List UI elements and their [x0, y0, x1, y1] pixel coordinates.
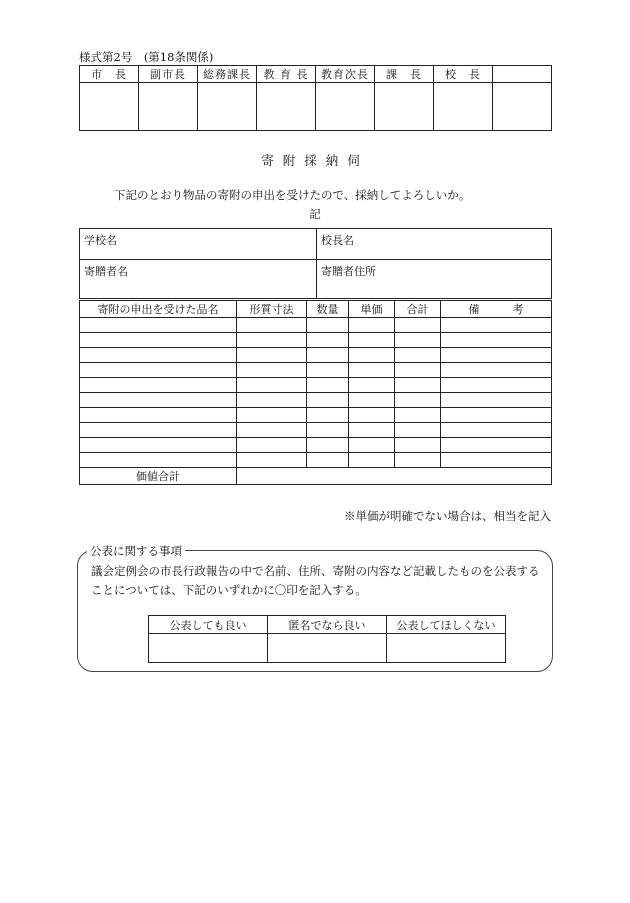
approval-role-blank [493, 66, 552, 83]
dimensions-cell[interactable] [237, 348, 307, 363]
total-cell[interactable] [395, 363, 441, 378]
table-row [80, 393, 552, 408]
items-table [79, 300, 552, 485]
table-row [80, 363, 552, 378]
quantity-cell[interactable] [307, 333, 349, 348]
remarks-cell[interactable] [441, 318, 552, 333]
quantity-cell[interactable] [307, 453, 349, 468]
approval-role-section-chief: 課 長 [375, 66, 434, 83]
donor-name-label: 寄贈者名 [84, 265, 128, 278]
column-header-dimensions: 形質寸法 [237, 301, 307, 318]
dimensions-cell[interactable] [237, 393, 307, 408]
total-cell[interactable] [395, 348, 441, 363]
stamp-box-section-chief[interactable] [375, 83, 434, 131]
dimensions-cell[interactable] [237, 453, 307, 468]
dimensions-cell[interactable] [237, 423, 307, 438]
form-number: 様式第2号 (第18条関係) [79, 50, 214, 64]
unit-price-cell[interactable] [349, 423, 395, 438]
total-cell[interactable] [395, 333, 441, 348]
item-name-cell[interactable] [80, 423, 237, 438]
approval-role-principal: 校 長 [434, 66, 493, 83]
stamp-box-mayor[interactable] [80, 83, 139, 131]
approval-role-deputy-mayor: 副市長 [139, 66, 198, 83]
stamp-box-superintendent[interactable] [257, 83, 316, 131]
approval-role-general-affairs-chief: 総務課長 [198, 66, 257, 83]
unit-price-cell[interactable] [349, 453, 395, 468]
dimensions-cell[interactable] [237, 333, 307, 348]
choice-box-publish-ok[interactable] [149, 634, 268, 663]
stamp-box-deputy-superintendent[interactable] [316, 83, 375, 131]
approval-role-deputy-superintendent: 教育次長 [316, 66, 375, 83]
item-name-cell[interactable] [80, 348, 237, 363]
table-row [80, 378, 552, 393]
item-name-cell[interactable] [80, 393, 237, 408]
column-header-remarks: 備 考 [441, 301, 552, 318]
option-anonymous-ok: 匿名でなら良い [268, 616, 387, 634]
publication-choice-table [148, 615, 506, 663]
stamp-box-deputy-mayor[interactable] [139, 83, 198, 131]
table-row [80, 348, 552, 363]
publication-title: 公表に関する事項 [87, 543, 185, 559]
item-name-cell[interactable] [80, 438, 237, 453]
quantity-cell[interactable] [307, 438, 349, 453]
total-cell[interactable] [395, 318, 441, 333]
donor-name-field[interactable] [80, 260, 317, 299]
remarks-cell[interactable] [441, 333, 552, 348]
choice-box-anonymous-ok[interactable] [268, 634, 387, 663]
dimensions-cell[interactable] [237, 318, 307, 333]
approval-stamp-table [79, 65, 552, 131]
unit-price-cell[interactable] [349, 408, 395, 423]
donor-address-label: 寄贈者住所 [321, 265, 376, 278]
quantity-cell[interactable] [307, 393, 349, 408]
document-title: 寄附採納伺 [261, 153, 369, 168]
remarks-cell[interactable] [441, 423, 552, 438]
school-name-label: 学校名 [84, 234, 117, 247]
column-header-quantity: 数量 [307, 301, 349, 318]
ki-label: 記 [309, 207, 321, 221]
dimensions-cell[interactable] [237, 438, 307, 453]
item-name-cell[interactable] [80, 408, 237, 423]
stamp-box-general-affairs-chief[interactable] [198, 83, 257, 131]
approval-role-superintendent: 教 育 長 [257, 66, 316, 83]
approval-role-mayor: 市 長 [80, 66, 139, 83]
items-body [80, 318, 552, 468]
column-header-item-name: 寄附の申出を受けた品名 [80, 301, 237, 318]
remarks-cell[interactable] [441, 408, 552, 423]
principal-name-label: 校長名 [321, 234, 354, 247]
unit-price-cell[interactable] [349, 318, 395, 333]
unit-price-cell[interactable] [349, 363, 395, 378]
item-name-cell[interactable] [80, 333, 237, 348]
unit-price-cell[interactable] [349, 438, 395, 453]
remarks-cell[interactable] [441, 363, 552, 378]
table-row [80, 453, 552, 468]
total-cell[interactable] [395, 393, 441, 408]
remarks-cell[interactable] [441, 348, 552, 363]
table-row [80, 318, 552, 333]
info-table [79, 228, 552, 299]
total-cell[interactable] [395, 378, 441, 393]
value-total-field[interactable] [237, 468, 552, 485]
dimensions-cell[interactable] [237, 408, 307, 423]
quantity-cell[interactable] [307, 378, 349, 393]
item-name-cell[interactable] [80, 453, 237, 468]
column-header-unit-price: 単価 [349, 301, 395, 318]
item-name-cell[interactable] [80, 363, 237, 378]
item-name-cell[interactable] [80, 378, 237, 393]
unit-price-cell[interactable] [349, 348, 395, 363]
table-row [80, 408, 552, 423]
remarks-cell[interactable] [441, 438, 552, 453]
quantity-cell[interactable] [307, 348, 349, 363]
table-row [80, 438, 552, 453]
item-name-cell[interactable] [80, 318, 237, 333]
unit-price-note: ※単価が明確でない場合は、相当を記入 [344, 509, 551, 523]
column-header-total: 合計 [395, 301, 441, 318]
total-cell[interactable] [395, 423, 441, 438]
stamp-box-principal[interactable] [434, 83, 493, 131]
option-do-not-publish: 公表してほしくない [387, 616, 506, 634]
table-row [80, 423, 552, 438]
total-cell[interactable] [395, 438, 441, 453]
unit-price-cell[interactable] [349, 393, 395, 408]
quantity-cell[interactable] [307, 423, 349, 438]
quantity-cell[interactable] [307, 318, 349, 333]
choice-box-do-not-publish[interactable] [387, 634, 506, 663]
total-cell[interactable] [395, 453, 441, 468]
quantity-cell[interactable] [307, 363, 349, 378]
dimensions-cell[interactable] [237, 363, 307, 378]
table-row [80, 333, 552, 348]
remarks-cell[interactable] [441, 393, 552, 408]
donor-address-field[interactable] [317, 260, 552, 299]
remarks-cell[interactable] [441, 453, 552, 468]
dimensions-cell[interactable] [237, 378, 307, 393]
unit-price-cell[interactable] [349, 333, 395, 348]
stamp-box-blank[interactable] [493, 83, 552, 131]
unit-price-cell[interactable] [349, 378, 395, 393]
intro-text: 下記のとおり物品の寄附の申出を受けたので、採納してよろしいか。 [114, 188, 471, 202]
total-cell[interactable] [395, 408, 441, 423]
remarks-cell[interactable] [441, 378, 552, 393]
quantity-cell[interactable] [307, 408, 349, 423]
principal-name-field[interactable] [317, 229, 552, 260]
value-total-label: 価値合計 [80, 468, 237, 485]
publication-text-line-1: 議会定例会の市長行政報告の中で名前、住所、寄附の内容など記載したものを公表する [91, 564, 540, 578]
school-name-field[interactable] [80, 229, 317, 260]
publication-text-line-2: ことについては、下記のいずれかに〇印を記入する。 [91, 583, 367, 597]
option-publish-ok: 公表しても良い [149, 616, 268, 634]
